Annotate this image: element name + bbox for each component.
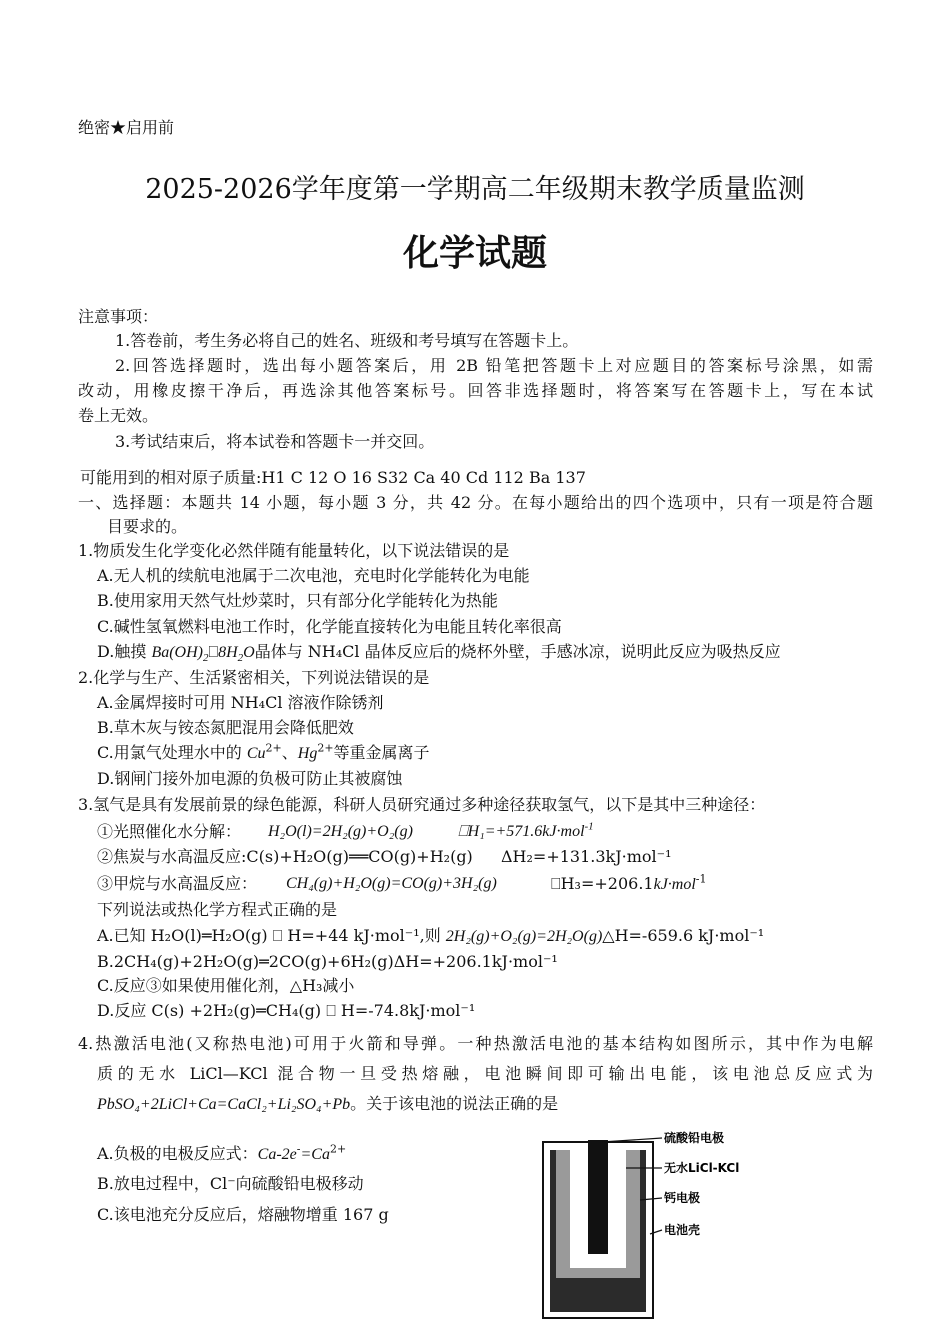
q1-option-d [97,641,781,664]
exam-title: 2025-2026学年度第一学期高二年级期末教学质量监测 [145,174,805,205]
notice-item-2-line1: 2.回答选择题时，选出每小题答案后，用 2B 铅笔把答题卡上对应题目的答案标号涂黑，如需 [115,356,873,375]
notice-item-1: 1.答卷前，考生务必将自己的姓名、班级和考号填写在答题卡上。 [115,331,579,350]
q2-option-a: A.金属焊接时可用 NH₄Cl 溶液作除锈剂 [97,693,384,712]
q3-option-b: B.2CH₄(g)+2H₂O(g)═2CO(g)+6H₂(g)ΔH=+206.1kJ·mol⁻¹ [97,952,558,971]
notice-item-3: 3.考试结束后，将本试卷和答题卡一并交回。 [115,432,435,451]
q2-option-c: C.用氯气处理水中的 $Cu^{2+}$、$Hg^{2+}$等重金属离子 [97,741,430,762]
q4-option-c: C.该电池充分反应后，熔融物增重 167 g [97,1205,389,1224]
q3-route-3-enthalpy: ⎕H₃=+206.1kJ·mol$^{-1}$ [551,872,707,893]
q3-stem: 3.氢气是具有发展前景的绿色能源，科研人员研究通过多种途径获取氢气，以下是其中三种途径： [78,795,766,814]
q3-route-2: ②焦炭与水高温反应:C(s)+H₂O(g)══CO(g)+H₂(g) [97,847,473,866]
q1-d-formula-2: $8H_2O$ [218,644,255,665]
q3-route-1-enthalpy: ⎕H₁=+571.6kJ·mol$^{-1}$ [458,820,594,840]
q1-d-suffix: 晶体与 NH₄Cl 晶体反应后的烧杯外壁，手感冰凉，说明此反应为吸热反应 [254,642,781,661]
q3-option-d: D.反应 C(s) +2H₂(g)═CH₄(g) ⎕ H=-74.8kJ·mol⁻¹ [97,1001,476,1020]
section-1-line1: 一、选择题：本题共 14 小题，每小题 3 分，共 42 分。在每小题给出的四个选项中，只有一项是符合题 [78,493,873,512]
atomic-mass-line: 可能用到的相对原子质量:H1 C 12 O 16 S32 Ca 40 Cd 112 Ba 137 [80,468,586,487]
q3-option-c: C.反应③如果使用催化剂，△H₃减小 [97,976,355,995]
lead-sulfate-electrode [588,1140,608,1254]
notice-heading: 注意事项： [78,307,159,326]
battery-diagram [540,1122,780,1322]
q4-stem-line3: PbSO₄+2LiCl+Ca=CaCl₂+Li₂SO₄+Pb。关于该电池的说法正确的是 [97,1094,559,1113]
subject-title: 化学试题 [402,233,547,274]
label-electrolyte: 无水LiCl-KCl [664,1161,740,1175]
q1-option-a: A.无人机的续航电池属于二次电池，充电时化学能转化为电能 [97,566,530,585]
notice-item-2-line3: 卷上无效。 [78,406,159,425]
q1-option-b: B.使用家用天然气灶炒菜时，只有部分化学能转化为热能 [97,591,498,610]
q2-stem: 2.化学与生产、生活紧密相关，下列说法错误的是 [78,668,430,687]
q1-option-c: C.碱性氢氧燃料电池工作时，化学能直接转化为电能且转化率很高 [97,617,562,636]
q4-stem-line2: 质的无水 LiCl—KCl 混合物一旦受热熔融，电池瞬间即可输出电能，该电池总反应式为 [97,1064,873,1083]
q4-stem-line1: 4.热激活电池(又称热电池)可用于火箭和导弹。一种热激活电池的基本结构如图所示，其中作为电解 [78,1034,873,1053]
label-battery-shell: 电池壳 [664,1223,701,1237]
q3-option-a: A.已知 H₂O(l)═H₂O(g) ⎕ H=+44 kJ·mol⁻¹,则 2H₂(g)+O₂(g)=2H₂O(g)△H=-659.6 kJ·mol⁻¹ [97,926,765,945]
secret-mark: 绝密★启用前 [78,118,175,137]
q2-option-d: D.钢闸门接外加电源的负极可防止其被腐蚀 [97,769,403,788]
q1-d-prefix: D.触摸 [97,642,152,661]
q3-route-3-equation: CH₄(g)+H₂O(g)=CO(g)+3H₂(g) [286,875,497,892]
q3-route-1-equation: H₂O(l)=2H₂(g)+O₂(g) [268,823,413,840]
q1-d-formula-1: $Ba(OH)_2$ [151,644,209,665]
q3-route-2-enthalpy: ΔH₂=+131.3kJ·mol⁻¹ [501,847,672,866]
section-1-line2: 目要求的。 [107,517,188,536]
q3-ask: 下列说法或热化学方程式正确的是 [97,900,338,919]
q3-route-3: ③甲烷与水高温反应： [97,874,258,893]
label-calcium-electrode: 钙电极 [664,1191,701,1205]
missing-glyph-icon: ⎕ [208,642,219,661]
q4-option-a: A.负极的电极反应式：$Ca-2e^-=Ca^{2+}$ [97,1142,347,1163]
label-lead-sulfate-electrode: 硫酸铅电极 [664,1131,725,1145]
q2-option-b: B.草木灰与铵态氮肥混用会降低肥效 [97,718,354,737]
notice-item-2-line2: 改动，用橡皮擦干净后，再选涂其他答案标号。回答非选择题时，将答案写在答题卡上，写在本试 [78,381,873,400]
q1-stem: 1.物质发生化学变化必然伴随有能量转化，以下说法错误的是 [78,541,510,560]
q3-route-1: ①光照催化水分解： [97,822,242,841]
q4-option-b: B.放电过程中，Cl⁻向硫酸铅电极移动 [97,1174,364,1193]
